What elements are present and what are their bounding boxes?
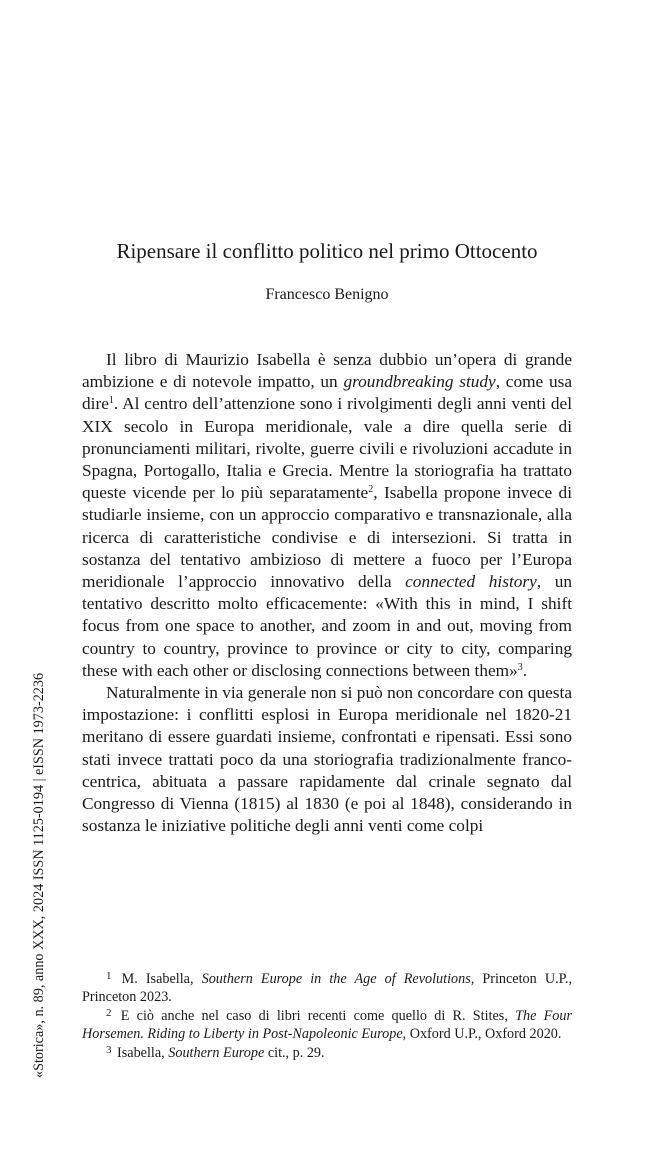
paragraph-text: , un tentativo descritto molto efficacemente: «With this in mind, I shift focus from one space to another, and zoom in and out, moving from country to country, province to province or city to city, comparing these with each other or disclosing connections between them» — [82, 572, 572, 680]
paragraph-text: . Al centro dell’attenzione sono i rivolgimenti degli anni venti del XIX secolo in Europa meridionale, vale a dire quella serie di pronunciamenti militari, rivolte, guerre civili e rivoluzioni accadute in Spagna, Portogallo, Italia e Grecia. Mentre la storiografia ha trattato queste vicende per lo più separatamente — [82, 394, 572, 503]
paragraph-text: , come usa dire — [82, 372, 572, 414]
article-body — [82, 349, 572, 837]
footnote-ref-1[interactable]: 1 — [108, 395, 114, 407]
article-author: Francesco Benigno — [265, 286, 389, 303]
footnote — [82, 970, 572, 1007]
footnote-text: M. Isabella, — [121, 971, 202, 987]
footnote-italic: Southern Europe — [168, 1044, 265, 1061]
italic-term: connected history — [405, 572, 537, 592]
paragraph-text: . — [522, 660, 528, 680]
footnote-italic: Southern Europe in the Age of Revolutions — [201, 971, 471, 987]
journal-reference: «Storica», n. 89, anno XXX, 2024 ISSN 1125-0194 | eISSN 1973-2236 — [31, 672, 47, 1078]
body-paragraph: Naturalmente in via generale non si può non concordare con questa impostazione: i conflitti esplosi in Europa meridionale nel 1820-21 meritano di essere guardati insieme, confrontati e ripensati. Essi sono stati invece trattati poco da una storiografia tradizionalmente franco-centrica, abituata a passare rapidamente dal crinale segnato dal Congresso di Vienna (1815) al 1830 (e poi al 1848), considerando in sostanza le iniziative politiche degli anni venti come colpi — [82, 683, 572, 836]
footnote-number: 1 — [106, 970, 112, 982]
footnote-text: cit., p. 29. — [264, 1044, 325, 1061]
footnotes — [82, 970, 572, 1062]
footnote-ref-2[interactable]: 2 — [368, 484, 374, 496]
footnote-italic: The Four Horsemen. Riding to Liberty in Post-Napoleonic Europe — [82, 1007, 573, 1043]
footnote-ref-3[interactable]: 3 — [517, 661, 523, 673]
footnote — [82, 1044, 572, 1062]
footnote-text: , Princeton U.P., Princeton 2023. — [82, 971, 573, 1006]
footnote-number: 2 — [106, 1006, 112, 1019]
paragraph-text: Il libro di Maurizio Isabella è senza dubbio un’opera di grande ambizione e di notevole impatto, un — [82, 350, 572, 392]
footnote-text: E ciò anche nel caso di libri recenti come quello di R. Stites, — [120, 1007, 516, 1024]
italic-term: groundbreaking study — [343, 372, 496, 392]
footnote-number: 3 — [106, 1043, 112, 1056]
footnote — [82, 1007, 572, 1044]
article-title: Ripensare il conflitto politico nel primo Ottocento — [116, 239, 538, 263]
paragraph-text: , Isabella propone invece di studiarle insieme, con un approccio comparativo e transnazionale, alla ricerca di caratteristiche condivise e di intersezioni. Si tratta in sostanza del tentativo ambizioso di mettere a fuoco per l’Europa meridionale l’approccio innovativo della — [82, 483, 572, 592]
footnote-text: Isabella, — [117, 1044, 169, 1061]
footnote-text: , Oxford U.P., Oxford 2020. — [402, 1026, 562, 1043]
body-paragraph — [82, 349, 572, 682]
